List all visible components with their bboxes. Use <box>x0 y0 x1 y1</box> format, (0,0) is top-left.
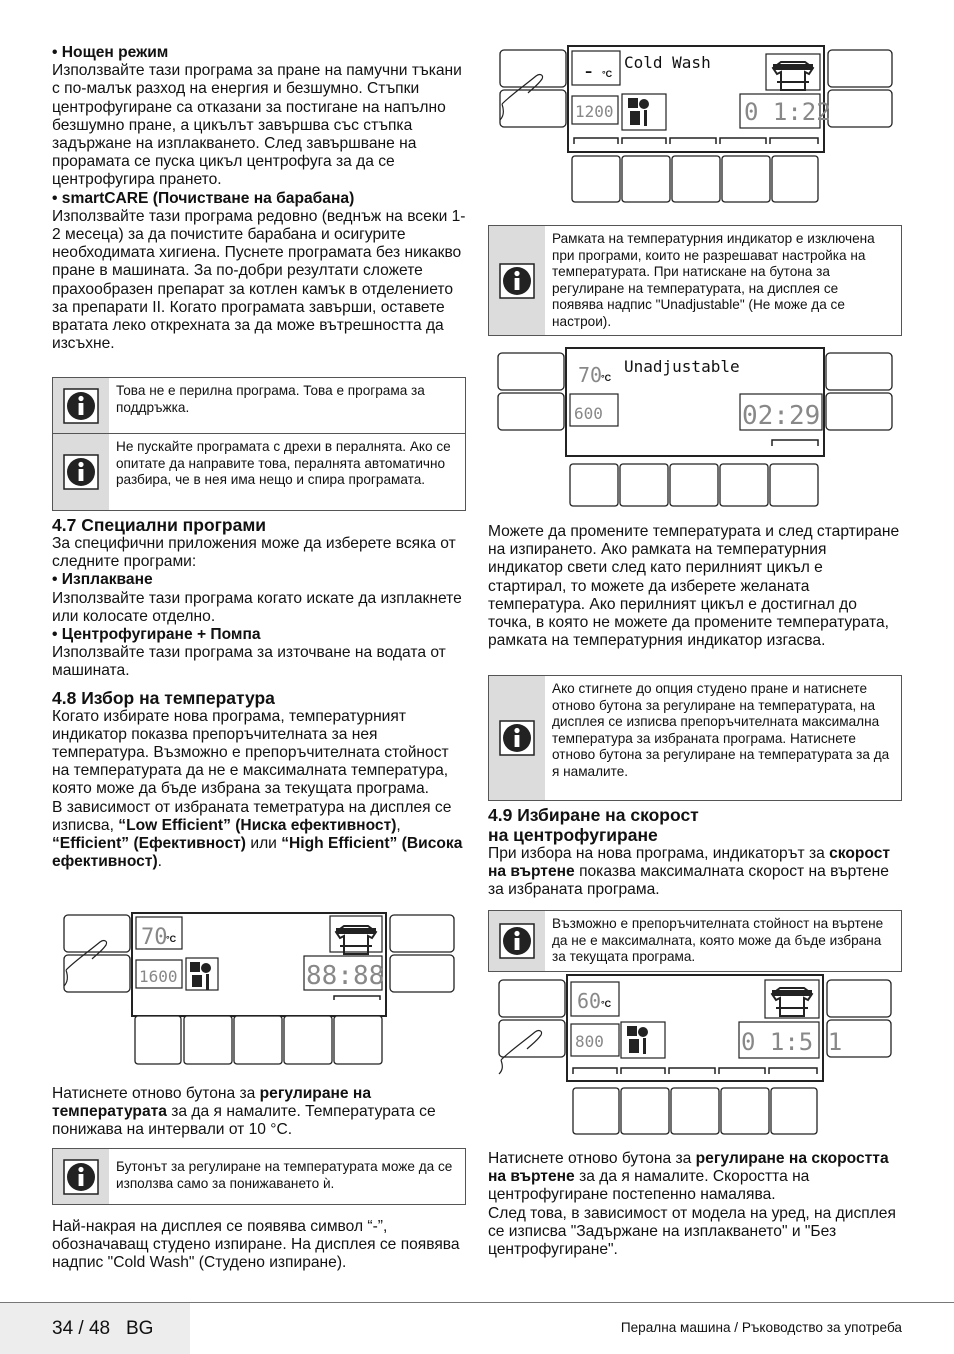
svg-text:70: 70 <box>141 925 168 950</box>
display-panel-temp-70 <box>62 912 456 1072</box>
svg-text:1600: 1600 <box>139 967 178 986</box>
section-4-9-heading-line1: 4.9 Избиране на скорост <box>488 805 699 825</box>
svg-text:°C: °C <box>601 999 612 1009</box>
note-text: Бутонът за регулиране на температурата може да се използва само за понижаването ѝ. <box>116 1159 453 1191</box>
section-4-8-heading: 4.8 Избор на температура <box>52 687 275 708</box>
special-intro: За специфични приложения може да изберете всяка от следните програми: <box>52 535 456 571</box>
note-speed <box>488 910 902 972</box>
svg-text:°C: °C <box>602 69 613 79</box>
display-panel-unadjustable <box>496 346 896 510</box>
change-temp-paragraph: Можете да промените температурата и след стартиране на изпирането. Ако рамката на температурния индикатор свети след като перилният цикъл е стартирал, то можете да изберете желаната температура. Ако перилният цикъл е достигнал до точка, в която не можете да промените температурата, рамката на температурния индикатор изгасва. <box>488 523 900 650</box>
section-4-9: 4.9 Избиране на скорост на центрофугиране При избора на нова програма, индикаторът за скорост на въртене показва максималната скорост на въртене за избраната програма. <box>488 805 902 900</box>
info-icon <box>53 1149 109 1204</box>
note-text: Ако стигнете до опция студено пране и натиснете отново бутона за регулиране на температурата, на дисплея се изписва препоръчителната максимална температура за избраната програма. Натиснете отново бутона за регулиране на температурата за да я намалите. <box>552 681 890 779</box>
svg-text:0 1:22: 0 1:22 <box>744 98 831 126</box>
svg-text:Unadjustable: Unadjustable <box>624 357 740 376</box>
svg-text:600: 600 <box>574 404 603 423</box>
svg-text:02:29: 02:29 <box>742 401 821 431</box>
info-icon <box>489 911 545 971</box>
svg-text:0 1:5 1: 0 1:5 1 <box>741 1028 843 1056</box>
svg-text:88:88: 88:88 <box>306 961 385 991</box>
temp-text: Когато избирате нова програма, температурният индикатор показва препоръчителната за нея температура. Възможно е препоръчителната стойност на температурата да не е максималната температура, която може да бъде избрана за текущата програма. <box>52 707 449 798</box>
info-icon <box>489 226 545 335</box>
rinse-title: • Изплакване <box>52 571 153 589</box>
svg-text:70: 70 <box>578 363 603 387</box>
svg-text:1200: 1200 <box>575 102 614 121</box>
rinse-text: Използвайте тази програма когато искате да изплакнете или колосате отделно. <box>52 589 462 625</box>
svg-text:°C: °C <box>601 373 612 383</box>
left-column-2 <box>52 515 468 871</box>
press-speed-paragraph: Натиснете отново бутона за регулиране на скоростта на въртене за да я намалите. Скоростта на центрофугиране постепенно намалява. След това, в зависимост от модела на уред, на дисплея се изписва "Задържане на изплакването" и "Без центрофугиране". <box>488 1150 902 1259</box>
spin-pump-title: • Центрофугиране + Помпа <box>52 626 261 644</box>
info-icon <box>53 378 109 433</box>
svg-text:800: 800 <box>575 1032 604 1051</box>
svg-text:-: - <box>582 59 596 84</box>
temp-text-2: В зависимост от избраната теметратура на дисплея се изписва, “Low Efficient” (Ниска ефективност), “Efficient” (Ефективност) или “High Efficient” (Висока ефективност). <box>52 798 463 871</box>
svg-text:°C: °C <box>166 934 177 944</box>
svg-text:Cold Wash: Cold Wash <box>624 53 711 72</box>
info-icon <box>489 676 545 800</box>
section-4-9-heading-line2: на центрофугиране <box>488 825 658 845</box>
page-number: 34 / 48 BG <box>0 1303 190 1354</box>
smartcare-title: • smartCARE (Почистване на барабана) <box>52 189 355 207</box>
footer-title: Перална машина / Ръководство за употреба <box>620 1320 902 1335</box>
smartcare-text: Използвайте тази програма редовно (веднъж на всеки 1-2 месеца) за да почистите барабана и осигурите необходимата хигиена. Пуснете програмата без никакво пране в машината. За по-добри резултати сложете прахообразен препарат за котлен камък в отделението за препарати II. Когато програмата завърши, оставете вратата леко открехната за да може вътрешността да изсъхне. <box>52 207 466 353</box>
note-text: Това не е перилна програма. Това е програма за поддръжка. <box>116 383 425 415</box>
note-text: Рамката на температурния индикатор е изключена при програми, които не разрешават настройка на температурата. При натискане на бутона за регулиране на температурата, на дисплея се появява надпис "Unadjustable" (Не може да се настрои). <box>552 231 875 329</box>
section-4-7-heading: 4.7 Специални програми <box>52 515 267 535</box>
display-panel-spin <box>497 974 897 1138</box>
final-paragraph: След това, в зависимост от модела на уред, на дисплея се изписва "Задържане на изплакването" и "Без центрофугиране". <box>488 1204 896 1259</box>
spin-pump-text: Използвайте тази програма за източване на водата от машината. <box>52 644 446 680</box>
note-text: Не пускайте програмата с дрехи в пералнята. Ако се опитате да направите това, пералнята автоматично разбира, че в нея има нещо и спира програмата. <box>116 439 451 488</box>
cold-wash-paragraph: Най-накрая на дисплея се появява символ “-”, обозначаващ студено изпиране. На дисплея се появява надпис "Cold Wash" (Студено изпиране). <box>52 1218 460 1272</box>
note-cold-option <box>488 675 902 801</box>
press-temp-paragraph: Натиснете отново бутона за регулиране на температурата за да я намалите. Температурата се понижава на интервали от 10 °C. <box>52 1085 436 1139</box>
info-icon <box>53 434 109 510</box>
note-temp-frame <box>488 225 902 336</box>
night-mode-title: • Нощен режим <box>52 44 169 61</box>
svg-text:60: 60 <box>577 989 602 1013</box>
language-code: BG <box>125 1317 154 1339</box>
display-panel-cold-wash <box>498 44 898 204</box>
note-stack-1 <box>52 377 466 511</box>
note-temp-button <box>52 1148 466 1205</box>
night-mode-text: Използвайте тази програма за пране на памучни тъкани с по-малък разход на енергия и безшумно. Стъпки центрофугиране са отказани за постигане на напълно безшумно пране, а цикълът завършва със стъпка задържане на изплакването. След завършване на прорамата се пуска цикъл центрофуга за да се центрофугира прането. <box>52 62 462 189</box>
note-text: Възможно е препоръчителната стойност на въртене да не е максималната, която може да бъде избрана за текущата програма. <box>552 916 884 965</box>
left-column <box>52 44 468 353</box>
